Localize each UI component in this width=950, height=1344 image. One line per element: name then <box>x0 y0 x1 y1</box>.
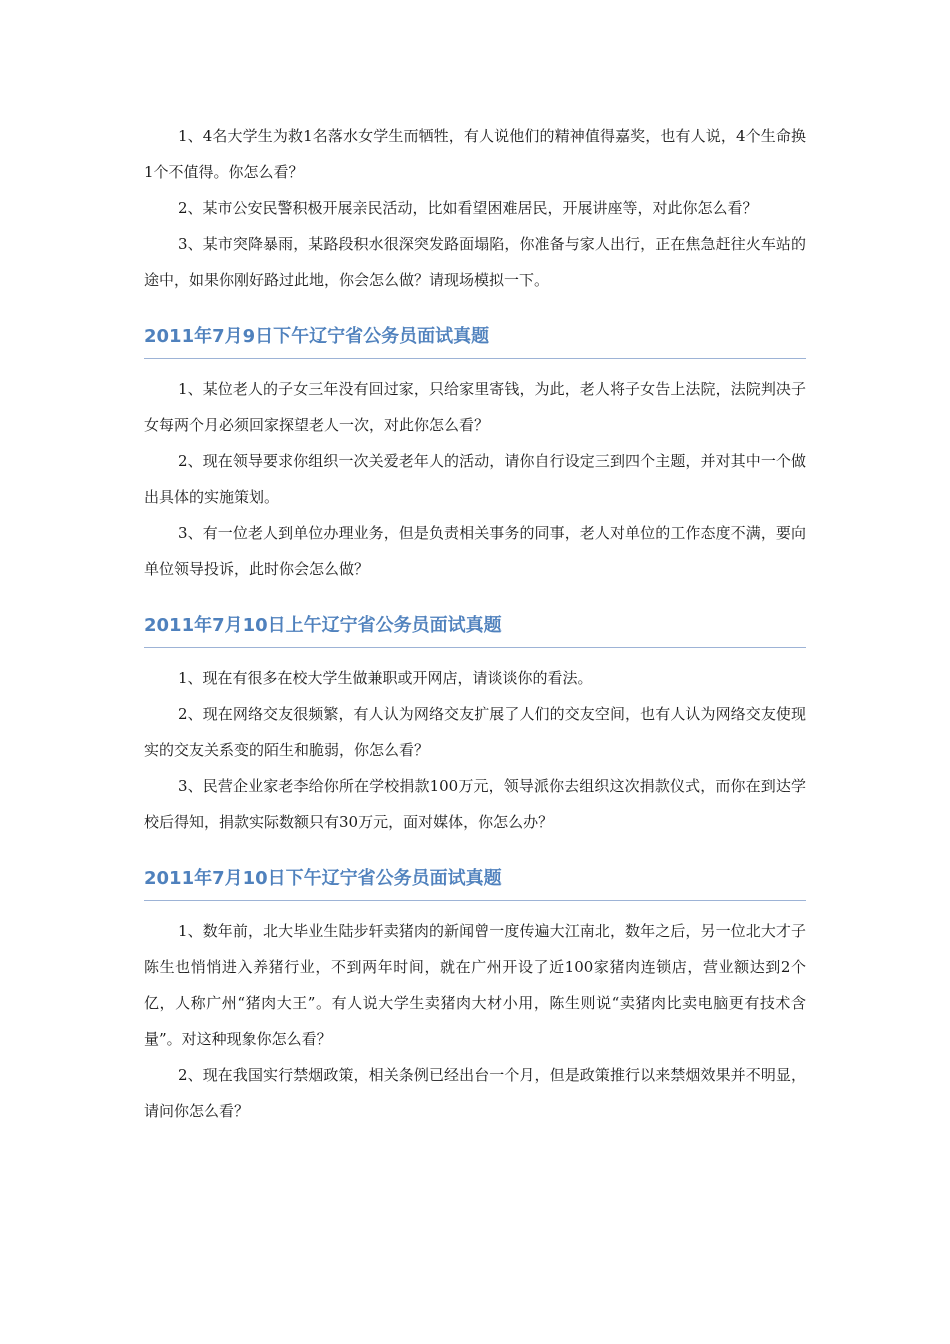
document-page <box>144 118 806 1129</box>
intro-questions <box>144 118 806 298</box>
question-paragraph: 1、某位老人的子女三年没有回过家，只给家里寄钱，为此，老人将子女告上法院，法院判决子女每两个月必须回家探望老人一次，对此你怎么看？ <box>144 380 806 434</box>
section-0710-am <box>144 613 806 840</box>
section-heading: 2011年7月10日上午辽宁省公务员面试真题 <box>144 613 806 648</box>
question-paragraph: 3、民营企业家老李给你所在学校捐款100万元，领导派你去组织这次捐款仪式，而你在到达学校后得知，捐款实际数额只有30万元，面对媒体，你怎么办？ <box>144 777 806 831</box>
section-0710-pm <box>144 866 806 1129</box>
question-paragraph: 2、现在网络交友很频繁，有人认为网络交友扩展了人们的交友空间，也有人认为网络交友使现实的交友关系变的陌生和脆弱，你怎么看？ <box>144 705 806 759</box>
question-paragraph: 3、有一位老人到单位办理业务，但是负责相关事务的同事，老人对单位的工作态度不满，要向单位领导投诉，此时你会怎么做？ <box>144 524 806 578</box>
question-paragraph: 1、现在有很多在校大学生做兼职或开网店，请谈谈你的看法。 <box>178 669 593 687</box>
question-paragraph: 2、某市公安民警积极开展亲民活动，比如看望困难居民，开展讲座等，对此你怎么看？ <box>178 199 758 217</box>
question-paragraph: 3、某市突降暴雨，某路段积水很深突发路面塌陷，你准备与家人出行，正在焦急赶往火车站的途中，如果你刚好路过此地，你会怎么做？请现场模拟一下。 <box>144 235 806 289</box>
question-paragraph: 2、现在领导要求你组织一次关爱老年人的活动，请你自行设定三到四个主题，并对其中一个做出具体的实施策划。 <box>144 452 806 506</box>
section-0711-0709-pm <box>144 324 806 587</box>
question-paragraph: 1、数年前，北大毕业生陆步轩卖猪肉的新闻曾一度传遍大江南北，数年之后，另一位北大才子陈生也悄悄进入养猪行业，不到两年时间，就在广州开设了近100家猪肉连锁店，营业额达到2个亿，人称广州“猪肉大王”。有人说大学生卖猪肉大材小用，陈生则说“卖猪肉比卖电脑更有技术含量”。对这种现象你怎么看？ <box>144 922 806 1048</box>
section-heading: 2011年7月10日下午辽宁省公务员面试真题 <box>144 866 806 901</box>
question-paragraph: 1、4名大学生为救1名落水女学生而牺牲，有人说他们的精神值得嘉奖，也有人说，4个生命换1个不值得。你怎么看？ <box>144 127 806 181</box>
question-paragraph: 2、现在我国实行禁烟政策，相关条例已经出台一个月，但是政策推行以来禁烟效果并不明显，请问你怎么看？ <box>144 1066 806 1120</box>
section-heading: 2011年7月9日下午辽宁省公务员面试真题 <box>144 324 806 359</box>
